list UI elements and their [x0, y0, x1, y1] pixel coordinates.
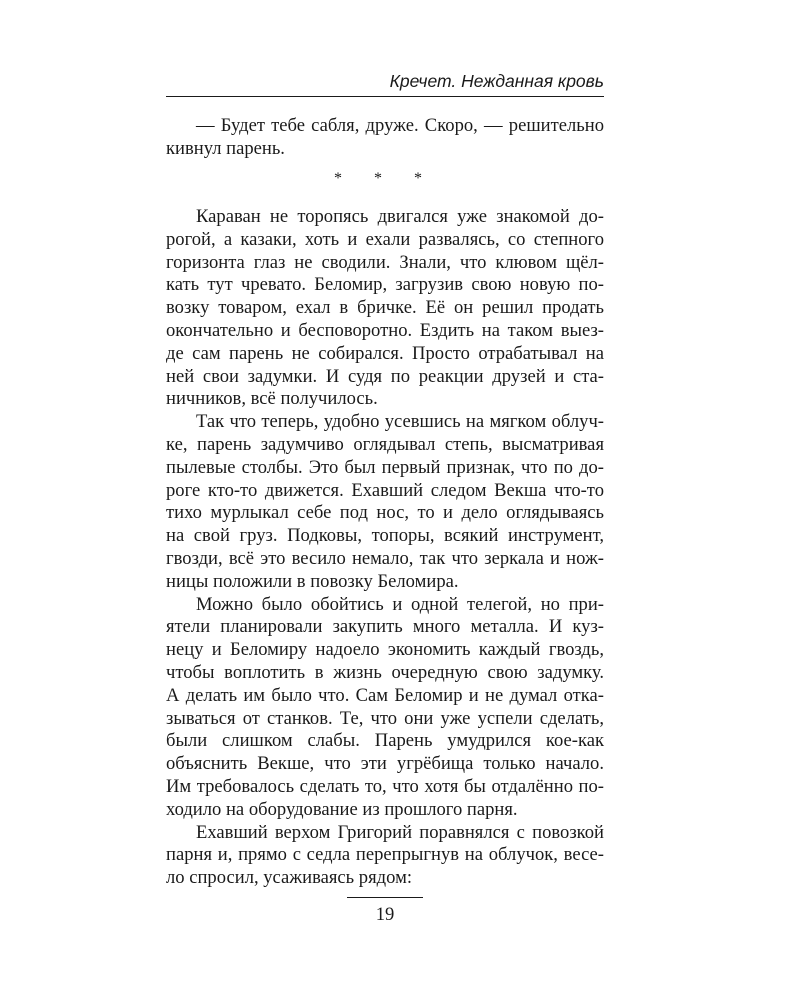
text-line: ло спросил, усаживаясь рядом: — [166, 867, 412, 889]
text-line: чтобы воплотить в жизнь очередную свою задумку. — [166, 661, 604, 683]
page-number: 19 — [375, 904, 395, 925]
text-line: нецу и Беломиру надоело экономить каждый гвоздь, — [166, 639, 604, 661]
text-line: окончательно и бесповоротно. Ездить на таком выез- — [166, 319, 604, 341]
text-line: ницы положили в повозку Беломира. — [166, 570, 459, 592]
text-line: кать тут чревато. Беломир, загрузив свою новую по- — [166, 274, 604, 296]
running-header-title: Кречет. Нежданная кровь — [389, 71, 604, 91]
text-line: Ехавший верхом Григорий поравнялся с повозкой — [196, 821, 604, 843]
text-line: гвозди, всё это весило немало, так что зеркала и нож- — [166, 547, 604, 569]
text-line: ничников, всё получилось. — [166, 388, 378, 410]
text-line: де сам парень не собирался. Просто отрабатывал на — [166, 342, 604, 364]
text-line: объяснить Векше, что эти угрёбища только начало. — [166, 753, 604, 775]
header-rule — [166, 96, 604, 97]
text-line: возку товаром, ехал в бричке. Её он решил продать — [166, 297, 604, 319]
text-line: тихо мурлыкал себе под нос, то и дело оглядываясь — [166, 502, 604, 524]
text-line: парня и, прямо с седла перепрыгнув на облучок, весе- — [166, 844, 604, 866]
text-line: на свой груз. Подковы, топоры, всякий инструмент, — [166, 525, 604, 547]
text-line: ке, парень задумчиво оглядывал степь, высматривая — [166, 433, 604, 455]
text-line: Можно было обойтись и одной телегой, но при- — [196, 593, 604, 615]
text-line: зываться от станков. Те, что они уже успели сделать, — [166, 707, 604, 729]
text-line: Караван не торопясь двигался уже знакомой до- — [196, 206, 604, 227]
text-line: кивнул парень. — [166, 137, 285, 159]
section-break: * * * — [334, 170, 436, 187]
text-line: горизонта глаз не сводили. Знали, что клювом щёл- — [166, 251, 604, 273]
text-line: Так что теперь, удобно усевшись на мягком облуч- — [196, 411, 604, 433]
text-line: ходило на оборудование из прошлого парня. — [166, 798, 518, 820]
text-line: А делать им было что. Сам Беломир и не думал отка- — [166, 684, 604, 706]
footer-rule — [347, 897, 423, 898]
text-line: роге кто-то движется. Ехавший следом Векша что-то — [166, 479, 604, 501]
body-text — [166, 206, 604, 890]
text-line: пылевые столбы. Это был первый признак, что по до- — [166, 456, 604, 478]
text-line: ней свои задумки. И судя по реакции друзей и ста- — [166, 365, 604, 387]
text-line: — Будет тебе сабля, друже. Скоро, — решительно — [196, 115, 604, 136]
top-paragraph — [166, 115, 604, 161]
text-line: рогой, а казаки, хоть и ехали развалясь, со степного — [166, 228, 604, 250]
text-line: были слишком слабы. Парень умудрился кое-как — [166, 730, 604, 752]
text-line: Им требовалось сделать то, что хотя бы отдалённо по- — [166, 775, 604, 797]
text-line: ятели планировали закупить много металла. И куз- — [166, 616, 604, 638]
